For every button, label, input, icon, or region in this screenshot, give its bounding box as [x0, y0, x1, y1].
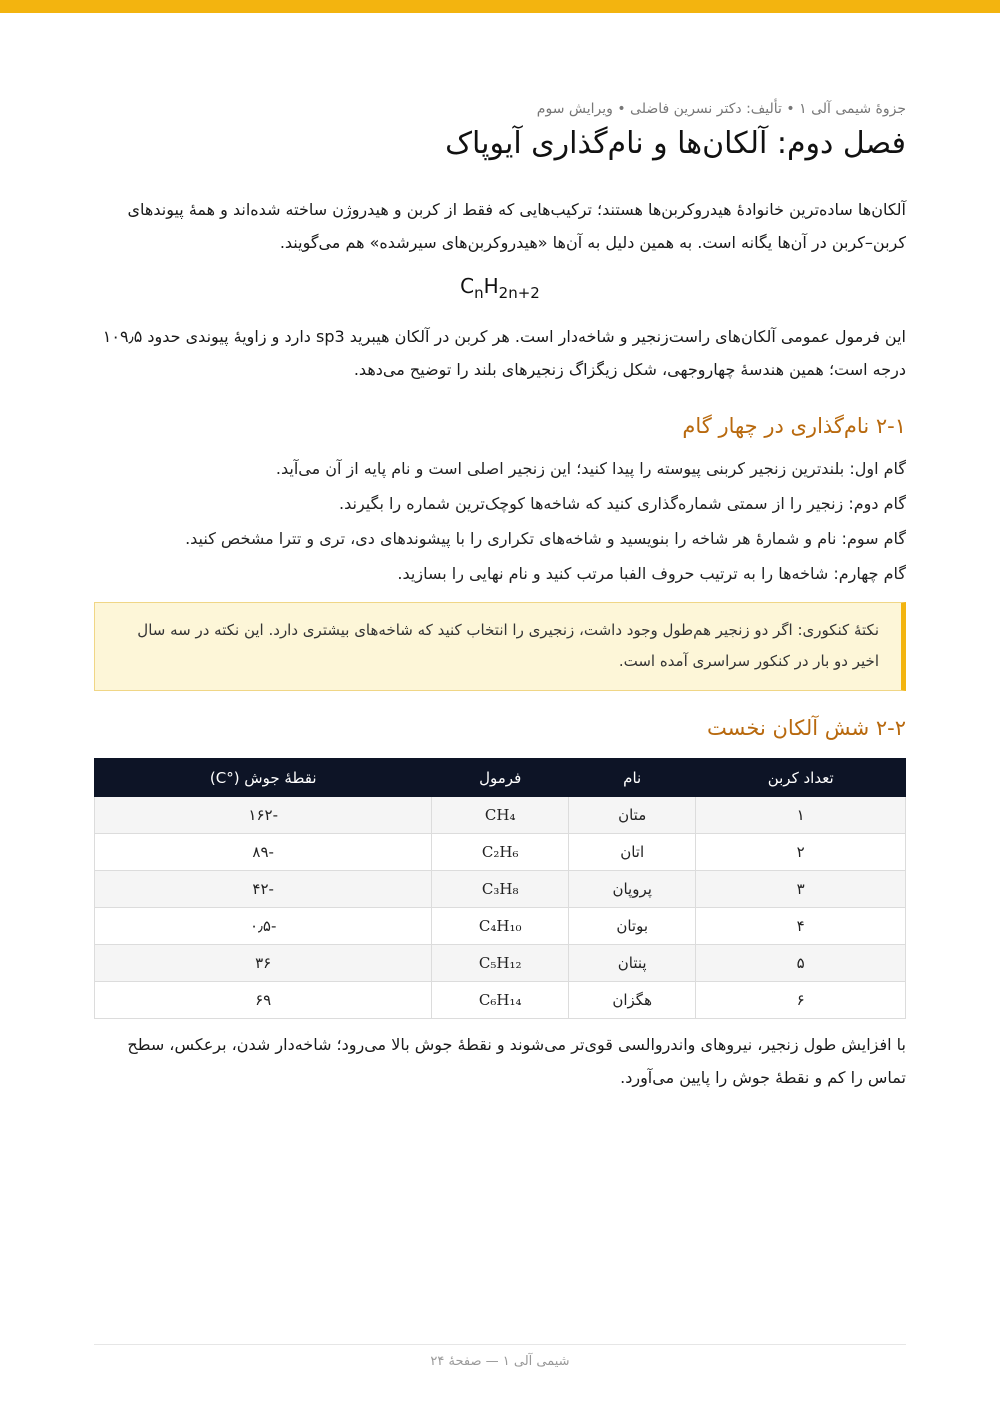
formula-c-subscript: n [474, 284, 484, 302]
page-footer: شیمی آلی ۱ — صفحهٔ ۲۴ [430, 1354, 570, 1369]
cell-name: پروپان [569, 871, 696, 908]
cell-name: اتان [569, 834, 696, 871]
cell-boiling-point: -۱۶۲ [95, 797, 432, 834]
footer-divider [94, 1344, 906, 1345]
closing-paragraph: با افزایش طول زنجیر، نیروهای واندروالسی قوی‌تر می‌شوند و نقطهٔ جوش بالا می‌رود؛ شاخه‌دار شدن، برعکس، سطح تماس را کم و نقطهٔ جوش را پایین می‌آورد. [127, 1035, 906, 1087]
cell-name: بوتان [569, 908, 696, 945]
formula-c: C [460, 274, 475, 298]
cell-carbon-count: ۶ [696, 982, 906, 1019]
general-formula [94, 274, 906, 302]
cell-formula: C₆H₁₄ [432, 982, 569, 1019]
cell-boiling-point: -۴۲ [95, 871, 432, 908]
intro-paragraph: آلکان‌ها ساده‌ترین خانوادهٔ هیدروکربن‌ها هستند؛ ترکیب‌هایی که فقط از کربن و هیدروژن ساخته شده‌اند و همهٔ پیوندهای کربن–کربن در آن‌ها یگانه است. به همین دلیل به آن‌ها «هیدروکربن‌های سیرشده» هم می‌گویند. [127, 200, 906, 252]
cell-boiling-point: ۶۹ [95, 982, 432, 1019]
cell-boiling-point: -۸۹ [95, 834, 432, 871]
cell-name: هگزان [569, 982, 696, 1019]
cell-formula: CH₄ [432, 797, 569, 834]
formula-h-subscript: 2n+2 [498, 284, 540, 302]
cell-formula: C₄H₁₀ [432, 908, 569, 945]
column-header-name: نام [569, 759, 696, 797]
table-header-row [95, 759, 906, 797]
cell-carbon-count: ۴ [696, 908, 906, 945]
table-row [95, 834, 906, 871]
naming-step: گام چهارم: شاخه‌ها را به ترتیب حروف الفبا مرتب کنید و نام نهایی را بسازید. [397, 564, 906, 583]
formula-h: H [483, 274, 499, 298]
naming-step: گام دوم: زنجیر را از سمتی شماره‌گذاری کنید که شاخه‌ها کوچک‌ترین شماره را بگیرند. [339, 494, 906, 513]
column-header-boiling-point: نقطهٔ جوش (°C) [95, 759, 432, 797]
cell-name: متان [569, 797, 696, 834]
section-heading-naming: ۲-۱ نام‌گذاری در چهار گام [682, 414, 906, 438]
naming-step: گام سوم: نام و شمارهٔ هر شاخه را بنویسید و شاخه‌های تکراری را با پیشوندهای دی، تری و تترا مشخص کنید. [185, 529, 906, 548]
chapter-title: فصل دوم: آلکان‌ها و نام‌گذاری آیوپاک [445, 126, 906, 161]
table-row [95, 871, 906, 908]
cell-carbon-count: ۳ [696, 871, 906, 908]
exam-tip-callout: نکتهٔ کنکوری: اگر دو زنجیر هم‌طول وجود داشت، زنجیری را انتخاب کنید که شاخه‌های بیشتری دارد. این نکته در سه سال اخیر دو بار در کنکور سراسری آمده است. [94, 602, 906, 691]
cell-boiling-point: -۰٫۵ [95, 908, 432, 945]
hybridization-paragraph: این فرمول عمومی آلکان‌های راست‌زنجیر و شاخه‌دار است. هر کربن در آلکان هیبرید sp3 دارد و زاویهٔ پیوندی حدود ۱۰۹٫۵ درجه است؛ همین هندسهٔ چهاروجهی، شکل زیگزاگ زنجیرهای بلند را توضیح می‌دهد. [102, 327, 906, 379]
cell-carbon-count: ۱ [696, 797, 906, 834]
cell-name: پنتان [569, 945, 696, 982]
naming-steps-list [185, 451, 906, 591]
naming-step: گام اول: بلندترین زنجیر کربنی پیوسته را پیدا کنید؛ این زنجیر اصلی است و نام پایه از آن می‌آید. [275, 459, 906, 478]
table-row [95, 982, 906, 1019]
cell-boiling-point: ۳۶ [95, 945, 432, 982]
running-header: جزوهٔ شیمی آلی ۱ • تألیف: دکتر نسرین فاضلی • ویرایش سوم [536, 101, 906, 117]
table-row [95, 945, 906, 982]
table-row [95, 797, 906, 834]
cell-carbon-count: ۵ [696, 945, 906, 982]
top-accent-bar [0, 0, 1000, 13]
table-row [95, 908, 906, 945]
cell-formula: C₅H₁₂ [432, 945, 569, 982]
column-header-formula: فرمول [432, 759, 569, 797]
alkanes-table [94, 758, 906, 1019]
cell-carbon-count: ۲ [696, 834, 906, 871]
cell-formula: C₃H₈ [432, 871, 569, 908]
column-header-carbon-count: تعداد کربن [696, 759, 906, 797]
section-heading-alkanes: ۲-۲ شش آلکان نخست [707, 716, 906, 740]
cell-formula: C₂H₆ [432, 834, 569, 871]
